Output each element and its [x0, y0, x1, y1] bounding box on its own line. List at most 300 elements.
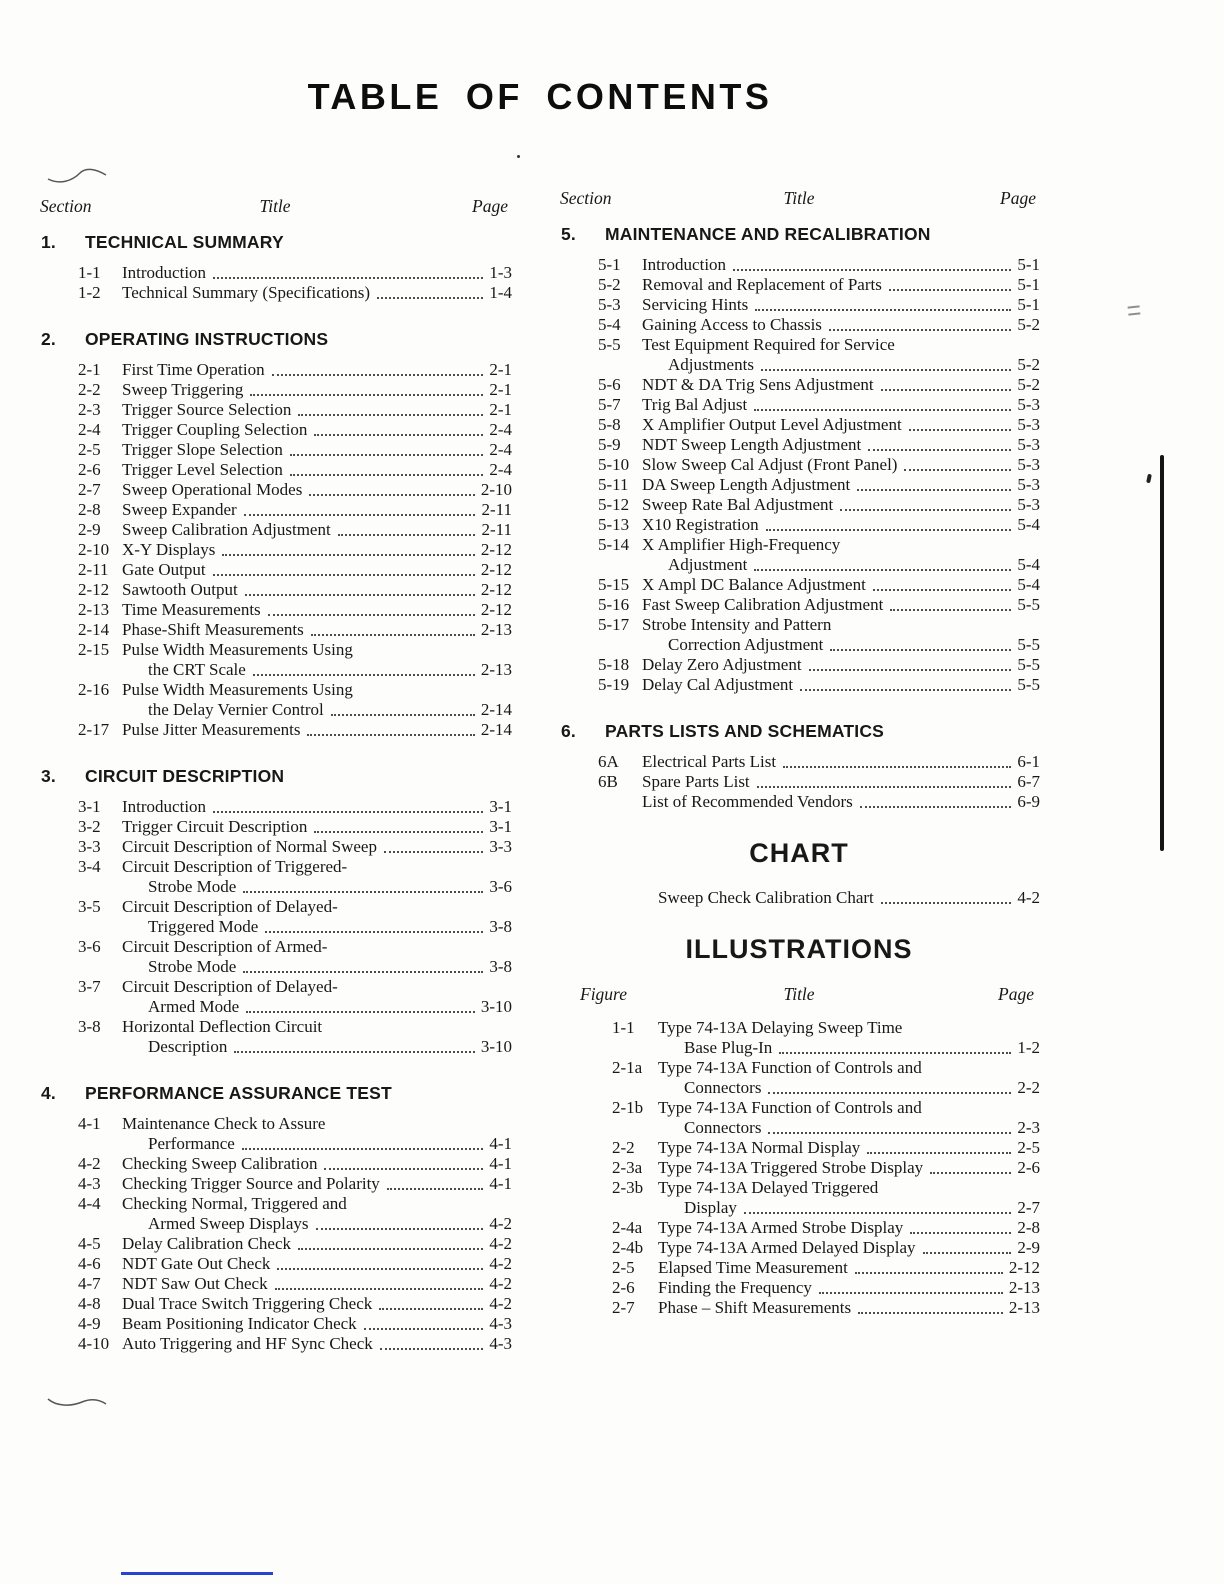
entry-line [38, 360, 512, 380]
entry-number: 2-1 [78, 360, 101, 379]
toc-entry [558, 1178, 1040, 1218]
section-column-label: Section [40, 196, 92, 216]
entry-line [558, 595, 1040, 615]
dot-leader [213, 277, 483, 279]
entry-line [558, 415, 1040, 435]
entry-number: 3-7 [78, 977, 101, 996]
entry-page: 2-4 [489, 420, 512, 439]
entry-page: 5-2 [1017, 375, 1040, 394]
section-heading [38, 766, 512, 786]
toc-entry [38, 560, 512, 580]
section-title: OPERATING INSTRUCTIONS [85, 329, 329, 349]
entry-line [38, 1314, 512, 1334]
toc-entry [38, 400, 512, 420]
toc-entry [558, 1138, 1040, 1158]
dot-leader [314, 434, 483, 436]
toc-entry [558, 752, 1040, 772]
entry-title: Type 74-13A Delayed Triggered [658, 1178, 879, 1197]
entry-number: 1-1 [78, 263, 101, 282]
toc-entry [558, 1278, 1040, 1298]
dot-leader [316, 1228, 484, 1230]
entry-page: 2-1 [489, 380, 512, 399]
toc-entry [558, 535, 1040, 575]
dot-leader [331, 714, 475, 716]
entry-number: 2-16 [78, 680, 110, 699]
toc-entry [558, 772, 1040, 792]
dot-leader [881, 902, 1012, 904]
section-title: PARTS LISTS AND SCHEMATICS [605, 721, 885, 741]
dot-leader [860, 806, 1012, 808]
toc-entry [558, 1158, 1040, 1178]
entry-page: 3-8 [489, 917, 512, 936]
entry-title: Trigger Coupling Selection [122, 420, 308, 439]
toc-entry [38, 1194, 512, 1234]
entry-continuation-line [558, 1198, 1040, 1218]
toc-entry [38, 1154, 512, 1174]
section-title: PERFORMANCE ASSURANCE TEST [85, 1083, 392, 1103]
toc-entry [558, 275, 1040, 295]
entry-number: 2-8 [78, 500, 101, 519]
dot-leader [873, 589, 1012, 591]
entry-title: Trigger Level Selection [122, 460, 283, 479]
entry-line [38, 283, 512, 303]
toc-entry [558, 395, 1040, 415]
toc-entry [558, 655, 1040, 675]
dot-leader [298, 1248, 483, 1250]
entry-title: X-Y Displays [122, 540, 216, 559]
entry-title-continuation: Performance [148, 1134, 235, 1153]
entry-line [558, 395, 1040, 415]
toc-entry [38, 600, 512, 620]
entry-page: 3-1 [489, 797, 512, 816]
entry-page: 2-8 [1017, 1218, 1040, 1237]
dot-leader [857, 489, 1011, 491]
section-title: MAINTENANCE AND RECALIBRATION [605, 224, 931, 244]
entry-continuation-line [558, 1078, 1040, 1098]
dot-leader [766, 529, 1012, 531]
entry-line [38, 897, 512, 917]
entry-line [38, 1334, 512, 1354]
entry-line [38, 640, 512, 660]
entry-page: 2-2 [1017, 1078, 1040, 1097]
toc-entry [38, 797, 512, 817]
entry-title: Circuit Description of Delayed- [122, 897, 338, 916]
toc-column-left [38, 196, 512, 1380]
bottom-blue-line-artifact [121, 1572, 273, 1575]
entry-title: Finding the Frequency [658, 1278, 812, 1297]
entry-page: 5-5 [1017, 635, 1040, 654]
dot-leader [275, 1288, 484, 1290]
entry-title: Introduction [122, 263, 207, 282]
entry-line [558, 255, 1040, 275]
entry-number: 2-7 [612, 1298, 635, 1317]
entry-page: 4-2 [489, 1234, 512, 1253]
entry-number: 2-11 [78, 560, 109, 579]
toc-entry [38, 720, 512, 740]
entry-line [38, 460, 512, 480]
entry-page: 3-10 [480, 1037, 512, 1056]
section-title: CIRCUIT DESCRIPTION [85, 766, 285, 786]
entry-number: 2-6 [78, 460, 101, 479]
entry-title: Checking Trigger Source and Polarity [122, 1174, 380, 1193]
entry-line [558, 1258, 1040, 1278]
entry-line [38, 400, 512, 420]
dot-leader [213, 574, 475, 576]
entry-title: Type 74-13A Normal Display [658, 1138, 861, 1157]
entry-number: 5-16 [598, 595, 630, 614]
entry-line [558, 1298, 1040, 1318]
entry-page: 4-2 [1017, 888, 1040, 907]
entry-title: Type 74-13A Function of Controls and [658, 1098, 922, 1117]
entry-page: 4-2 [489, 1254, 512, 1273]
entry-line [38, 1254, 512, 1274]
entry-title: Sweep Expander [122, 500, 237, 519]
entry-title: Delay Cal Adjustment [642, 675, 794, 694]
entry-page: 5-4 [1017, 575, 1040, 594]
section-number: 4. [41, 1083, 56, 1103]
entry-page: 2-13 [480, 620, 512, 639]
entry-title: Circuit Description of Triggered- [122, 857, 348, 876]
entry-title-continuation: Correction Adjustment [668, 635, 824, 654]
toc-entry [558, 888, 1040, 908]
entry-title: Electrical Parts List [642, 752, 777, 771]
entry-line [558, 295, 1040, 315]
entry-title: Type 74-13A Armed Strobe Display [658, 1218, 904, 1237]
dot-leader [314, 831, 483, 833]
entry-number: 4-1 [78, 1114, 101, 1133]
entry-line [558, 772, 1040, 792]
entry-title: Technical Summary (Specifications) [122, 283, 371, 302]
dot-leader [858, 1312, 1003, 1314]
entry-page: 2-1 [489, 400, 512, 419]
toc-entry [558, 415, 1040, 435]
entry-number: 5-12 [598, 495, 630, 514]
toc-entry [38, 580, 512, 600]
entry-page: 4-1 [489, 1154, 512, 1173]
entry-page: 5-1 [1017, 275, 1040, 294]
entry-page: 2-12 [480, 540, 512, 559]
entry-title: Introduction [122, 797, 207, 816]
entry-page: 2-10 [480, 480, 512, 499]
entry-line [38, 1194, 512, 1214]
entry-number: 2-4a [612, 1218, 643, 1237]
entry-title-continuation: Armed Sweep Displays [148, 1214, 309, 1233]
toc-entry [38, 680, 512, 720]
entry-line [38, 837, 512, 857]
toc-entry [38, 937, 512, 977]
entry-number: 5-5 [598, 335, 621, 354]
entry-number: 2-12 [78, 580, 110, 599]
entry-line [558, 315, 1040, 335]
toc-entry [38, 1174, 512, 1194]
entry-number: 5-11 [598, 475, 629, 494]
entry-line [38, 1154, 512, 1174]
entry-page: 2-13 [480, 660, 512, 679]
chart-block [558, 838, 1040, 908]
entry-title: Servicing Hints [642, 295, 749, 314]
entry-page: 1-2 [1017, 1038, 1040, 1057]
dot-leader [250, 394, 483, 396]
entry-title-continuation: Connectors [684, 1078, 762, 1097]
entry-page: 5-1 [1017, 255, 1040, 274]
page-column-label: Page [1000, 188, 1036, 208]
entry-number: 3-3 [78, 837, 101, 856]
scan-dot-artifact [517, 155, 520, 158]
entry-title: Pulse Jitter Measurements [122, 720, 301, 739]
dot-leader [272, 374, 484, 376]
entry-line [558, 1018, 1040, 1038]
entry-line [38, 600, 512, 620]
section-heading [38, 232, 512, 252]
toc-entry [558, 1218, 1040, 1238]
page-title: TABLE OF CONTENTS [307, 76, 773, 117]
dot-leader [744, 1212, 1011, 1214]
entry-number: 5-13 [598, 515, 630, 534]
dot-leader [244, 514, 476, 516]
dot-leader [889, 289, 1012, 291]
entry-number: 2-14 [78, 620, 110, 639]
entry-page: 2-12 [480, 580, 512, 599]
entry-number: 1-2 [78, 283, 101, 302]
entry-title: Trig Bal Adjust [642, 395, 748, 414]
entry-page: 5-2 [1017, 355, 1040, 374]
entry-continuation-line [38, 1214, 512, 1234]
section-heading [38, 329, 512, 349]
entry-title: Horizontal Deflection Circuit [122, 1017, 323, 1036]
entry-number: 4-9 [78, 1314, 101, 1333]
entry-number: 5-6 [598, 375, 621, 394]
entry-title: Delay Zero Adjustment [642, 655, 802, 674]
dot-leader [768, 1092, 1011, 1094]
entry-continuation-line [38, 877, 512, 897]
entry-line [558, 792, 1040, 812]
entry-title: Checking Normal, Triggered and [122, 1194, 347, 1213]
entry-number: 6B [598, 772, 618, 791]
figure-column-label: Figure [580, 984, 627, 1004]
entry-number: 5-14 [598, 535, 630, 554]
entry-page: 5-3 [1017, 495, 1040, 514]
entry-title: NDT Sweep Length Adjustment [642, 435, 862, 454]
entry-number: 2-3a [612, 1158, 643, 1177]
entry-title: First Time Operation [122, 360, 265, 379]
toc-section [558, 224, 1040, 695]
entry-line [38, 480, 512, 500]
entry-title: Dual Trace Switch Triggering Check [122, 1294, 373, 1313]
entry-line [38, 380, 512, 400]
dot-leader [290, 474, 483, 476]
entry-title: Spare Parts List [642, 772, 750, 791]
entry-number: 5-2 [598, 275, 621, 294]
dot-leader [761, 369, 1011, 371]
toc-entry [558, 375, 1040, 395]
entry-line [38, 560, 512, 580]
entry-line [38, 520, 512, 540]
entry-title: Type 74-13A Triggered Strobe Display [658, 1158, 924, 1177]
entry-page: 2-12 [1008, 1258, 1040, 1277]
entry-title: Gaining Access to Chassis [642, 315, 822, 334]
entry-continuation-line [558, 635, 1040, 655]
toc-entry [38, 263, 512, 283]
entry-page: 2-12 [480, 560, 512, 579]
entry-title: DA Sweep Length Adjustment [642, 475, 851, 494]
dot-leader [800, 689, 1011, 691]
chart-heading: CHART [749, 838, 849, 868]
toc-section [38, 329, 512, 740]
toc-entry [38, 1314, 512, 1334]
entry-number: 5-8 [598, 415, 621, 434]
entry-number: 5-3 [598, 295, 621, 314]
entry-number: 2-3 [78, 400, 101, 419]
entry-page: 6-9 [1017, 792, 1040, 811]
entry-page: 5-4 [1017, 515, 1040, 534]
entry-number: 5-15 [598, 575, 630, 594]
dot-leader [309, 494, 474, 496]
entry-line [558, 275, 1040, 295]
toc-entry [38, 380, 512, 400]
entry-title: Introduction [642, 255, 727, 274]
entry-page: 6-1 [1017, 752, 1040, 771]
entry-line [38, 977, 512, 997]
entry-title: Beam Positioning Indicator Check [122, 1314, 357, 1333]
toc-entry [38, 640, 512, 680]
entry-title-continuation: Strobe Mode [148, 877, 237, 896]
entry-number: 5-17 [598, 615, 630, 634]
dot-leader [910, 1232, 1011, 1234]
dot-leader [754, 409, 1011, 411]
entry-number: 5-9 [598, 435, 621, 454]
entry-page: 3-1 [489, 817, 512, 836]
dot-leader [868, 449, 1011, 451]
entry-page: 3-6 [489, 877, 512, 896]
entry-page: 5-2 [1017, 315, 1040, 334]
toc-entry [38, 897, 512, 937]
entry-continuation-line [38, 700, 512, 720]
toc-entry [558, 1298, 1040, 1318]
entry-line [558, 515, 1040, 535]
entry-title: Circuit Description of Armed- [122, 937, 328, 956]
entry-continuation-line [558, 555, 1040, 575]
entry-page: 5-5 [1017, 655, 1040, 674]
toc-entry [558, 1058, 1040, 1098]
entry-line [558, 375, 1040, 395]
dot-leader [830, 649, 1011, 651]
entry-page: 2-11 [481, 500, 512, 519]
dot-leader [213, 811, 483, 813]
toc-entry [38, 540, 512, 560]
entry-line [38, 1274, 512, 1294]
entry-title: Type 74-13A Armed Delayed Display [658, 1238, 916, 1257]
scan-squiggle-mark-top [46, 166, 108, 186]
entry-title: NDT Saw Out Check [122, 1274, 268, 1293]
entry-line [38, 1234, 512, 1254]
entry-line [558, 1138, 1040, 1158]
dot-leader [930, 1172, 1011, 1174]
entry-line [38, 620, 512, 640]
toc-entry [38, 1017, 512, 1057]
entry-page: 6-7 [1017, 772, 1040, 791]
illustrations-header-row [558, 984, 1040, 1004]
entry-number: 4-5 [78, 1234, 101, 1253]
entry-number: 5-10 [598, 455, 630, 474]
section-number: 5. [561, 224, 576, 244]
entry-title: Trigger Circuit Description [122, 817, 308, 836]
entry-page: 5-5 [1017, 675, 1040, 694]
entry-title: Gate Output [122, 560, 206, 579]
entry-page: 2-9 [1017, 1238, 1040, 1257]
entry-title: X Amplifier Output Level Adjustment [642, 415, 902, 434]
entry-page: 4-3 [489, 1334, 512, 1353]
entry-number: 2-15 [78, 640, 110, 659]
toc-entry [38, 283, 512, 303]
dot-leader [757, 786, 1012, 788]
entry-title: X Ampl DC Balance Adjustment [642, 575, 866, 594]
section-number: 2. [41, 329, 56, 349]
page-column-label: Page [472, 196, 508, 216]
entry-line [38, 500, 512, 520]
toc-entry [38, 1334, 512, 1354]
entry-page: 2-4 [489, 440, 512, 459]
dot-leader [234, 1051, 475, 1053]
entry-continuation-line [558, 1038, 1040, 1058]
entry-number: 3-5 [78, 897, 101, 916]
entry-title: Sweep Operational Modes [122, 480, 303, 499]
entry-number: 2-9 [78, 520, 101, 539]
scan-vertical-line-artifact [1160, 455, 1164, 851]
toc-entry [558, 1098, 1040, 1138]
entry-number: 2-6 [612, 1278, 635, 1297]
entry-line [38, 263, 512, 283]
toc-entry [38, 837, 512, 857]
entry-page: 1-3 [489, 263, 512, 282]
toc-entry [558, 315, 1040, 335]
entry-page: 2-6 [1017, 1158, 1040, 1177]
toc-entry [38, 857, 512, 897]
entry-number: 4-4 [78, 1194, 101, 1213]
entry-line [558, 575, 1040, 595]
dot-leader [379, 1308, 483, 1310]
dot-leader [909, 429, 1012, 431]
toc-entry [558, 1018, 1040, 1058]
section-heading [38, 1083, 512, 1103]
dot-leader [380, 1348, 484, 1350]
dot-leader [867, 1152, 1011, 1154]
entry-continuation-line [38, 660, 512, 680]
entry-line [558, 455, 1040, 475]
entry-title: Fast Sweep Calibration Adjustment [642, 595, 884, 614]
section-heading [558, 224, 1040, 244]
toc-entry [558, 575, 1040, 595]
entry-line [558, 888, 1040, 908]
toc-entry [558, 595, 1040, 615]
entry-title-continuation: Adjustment [668, 555, 748, 574]
entry-page: 5-5 [1017, 595, 1040, 614]
entry-line [558, 615, 1040, 635]
column-header-row [38, 196, 512, 216]
toc-entry [38, 620, 512, 640]
toc-entry [558, 495, 1040, 515]
entry-page: 5-3 [1017, 455, 1040, 474]
entry-title: X Amplifier High-Frequency [642, 535, 841, 554]
entry-title-continuation: Description [148, 1037, 228, 1056]
entry-title: Slow Sweep Cal Adjust (Front Panel) [642, 455, 898, 474]
entry-line [38, 1017, 512, 1037]
entry-number: 2-1a [612, 1058, 643, 1077]
entry-page: 4-3 [489, 1314, 512, 1333]
toc-entry [558, 792, 1040, 812]
entry-page: 3-8 [489, 957, 512, 976]
entry-page: 5-3 [1017, 475, 1040, 494]
section-title: TECHNICAL SUMMARY [85, 232, 284, 252]
